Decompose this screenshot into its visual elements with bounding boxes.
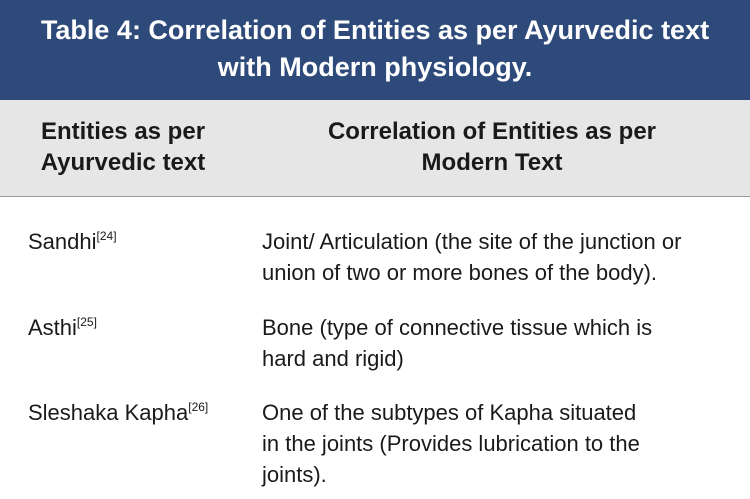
header-right-line-2: Modern Text xyxy=(421,149,563,176)
header-left-line-1: Entities as per xyxy=(40,118,206,145)
correlation-line: Bone (type of connective tissue which is xyxy=(262,315,653,340)
table-title-line-1: Table 4: Correlation of Entities as per Ayurvedic text xyxy=(40,15,710,45)
correlation-line: in the joints (Provides lubrication to the xyxy=(262,431,640,456)
reference-number: [25] xyxy=(76,315,97,329)
table-title xyxy=(0,0,750,100)
entity-name: Asthi xyxy=(28,315,77,340)
entity-cell xyxy=(28,312,97,343)
header-left-line-2: Ayurvedic text xyxy=(40,149,206,176)
correlation-line: hard and rigid) xyxy=(262,346,404,371)
entity-name: Sandhi xyxy=(28,229,97,254)
entity-cell xyxy=(28,226,117,257)
correlation-cell xyxy=(262,312,742,374)
correlation-line: union of two or more bones of the body). xyxy=(262,260,658,285)
entity-name: Sleshaka Kapha xyxy=(28,400,189,425)
table-title-line-2: with Modern physiology. xyxy=(217,52,533,82)
correlation-cell xyxy=(262,397,742,490)
reference-number: [24] xyxy=(96,229,117,243)
header-entities-ayurvedic xyxy=(28,116,218,178)
header-correlation-modern xyxy=(282,116,702,178)
correlation-line: One of the subtypes of Kapha situated xyxy=(262,400,637,425)
correlation-cell xyxy=(262,226,742,288)
reference-number: [26] xyxy=(188,400,209,414)
header-right-line-1: Correlation of Entities as per xyxy=(327,118,657,145)
table-header-row xyxy=(0,100,750,197)
entity-cell xyxy=(28,397,208,428)
correlation-line: Joint/ Articulation (the site of the junction or xyxy=(262,229,682,254)
correlation-line: joints). xyxy=(262,462,327,487)
